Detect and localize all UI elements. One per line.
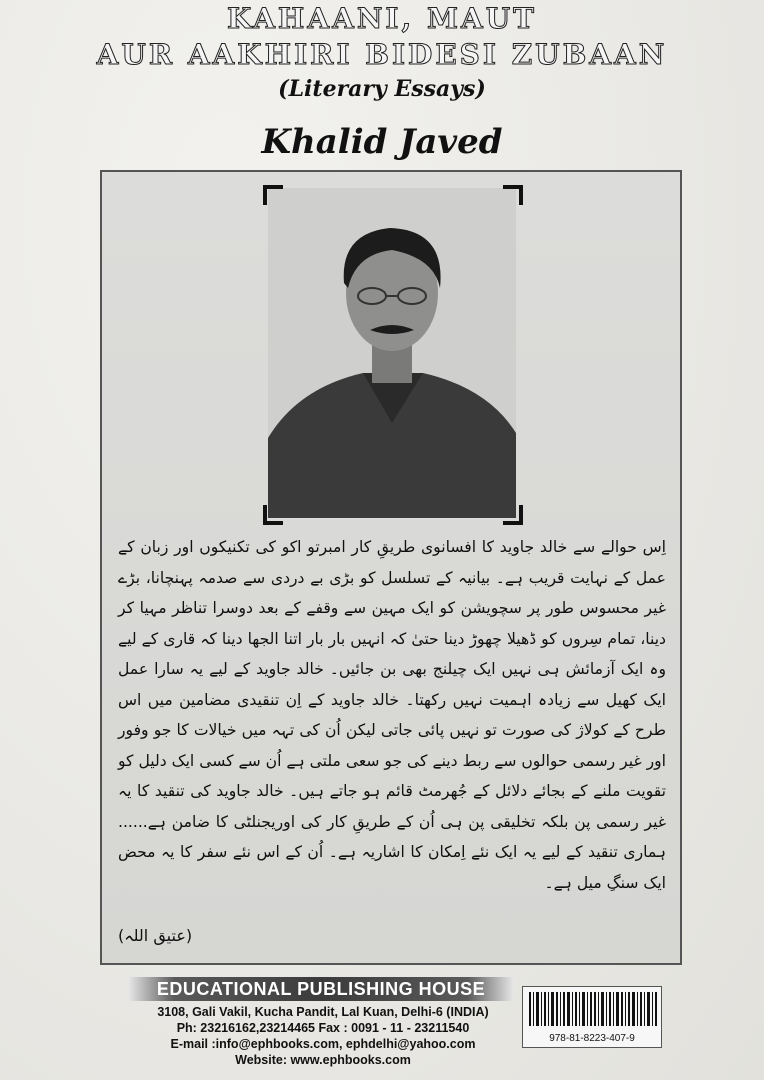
publisher-email: E-mail :info@ephbooks.com, ephdelhi@yahoo.com: [170, 1037, 476, 1051]
photo-corner-mark: [263, 505, 283, 525]
photo-corner-mark: [263, 185, 283, 205]
title-line-1: KAHAANI, MAUT: [227, 2, 537, 35]
publisher-website: Website: www.ephbooks.com: [235, 1053, 411, 1067]
blurb-text: اِس حوالے سے خالد جاوید کا افسانوی طریقِ کار امبرتو اکو کی تکنیکوں اور زبان کے عمل کے نہایت قریب ہے۔ بیانیہ کے تسلسل کو بڑی بے دردی سے صدمہ پہنچانا، بڑے غیر محسوس طور پر سچویشن کو ایک مہین سے وقفے کے بعد دوسرا تناظر مہیا کر دینا، تمام سِروں کو ڈھیلا چھوڑ دینا حتیٰ کہ انہیں بار بار اتنا الجھا دینا کہ قاری کے لیے وہ ایک آزمائش ہی نہیں ایک چیلنج بھی بن جائیں۔ خالد جاوید کے لیے یہ سارا عمل ایک کھیل سے زیادہ اہمیت نہیں رکھتا۔ خالد جاوید کے اِن تنقیدی مضامین میں اس طرح کے کولاژ کی صورت تو نہیں پائی جاتی لیکن اُن کی تہہ میں خیالات کا جو وفور اور غیر رسمی حوالوں سے ربط دینے کی جو سعی ملتی ہے اُن سے کسی ایک دلیل کو تقویت ملنے کے بجائے دلائل کے جُھرمٹ قائم ہو جاتے ہیں۔ خالد جاوید کی تنقید کا یہ غیر رسمی پن بلکہ تخلیقی پن ہی اُن کے طریقِ کار کی اوریجنلٹی کا ضامن ہے...... ہماری تنقید کے لیے یہ ایک نئے اِمکان کا اشاریہ ہے۔ اُن کے اس نئے سفر کا یہ محض ایک سنگِ میل ہے۔: [118, 538, 666, 892]
photo-corner-mark: [503, 185, 523, 205]
author-name: Khalid Javed: [261, 122, 503, 162]
author-photo: [268, 188, 516, 518]
barcode-bars: [529, 992, 657, 1026]
publisher-address: 3108, Gali Vakil, Kucha Pandit, Lal Kuan, Delhi-6 (INDIA): [157, 1005, 489, 1019]
isbn-number: 978-81-8223-407-9: [549, 1033, 635, 1044]
blurb-signature: (عتیق اللہ): [118, 926, 193, 945]
subtitle: (Literary Essays): [278, 76, 486, 102]
photo-corner-mark: [503, 505, 523, 525]
publisher-name: EDUCATIONAL PUBLISHING HOUSE: [156, 979, 486, 999]
title-line-2: AUR AAKHIRI BIDESI ZUBAAN: [96, 38, 668, 71]
publisher-phone: Ph: 23216162,23214465 Fax : 0091 - 11 - 23211540: [176, 1021, 470, 1035]
